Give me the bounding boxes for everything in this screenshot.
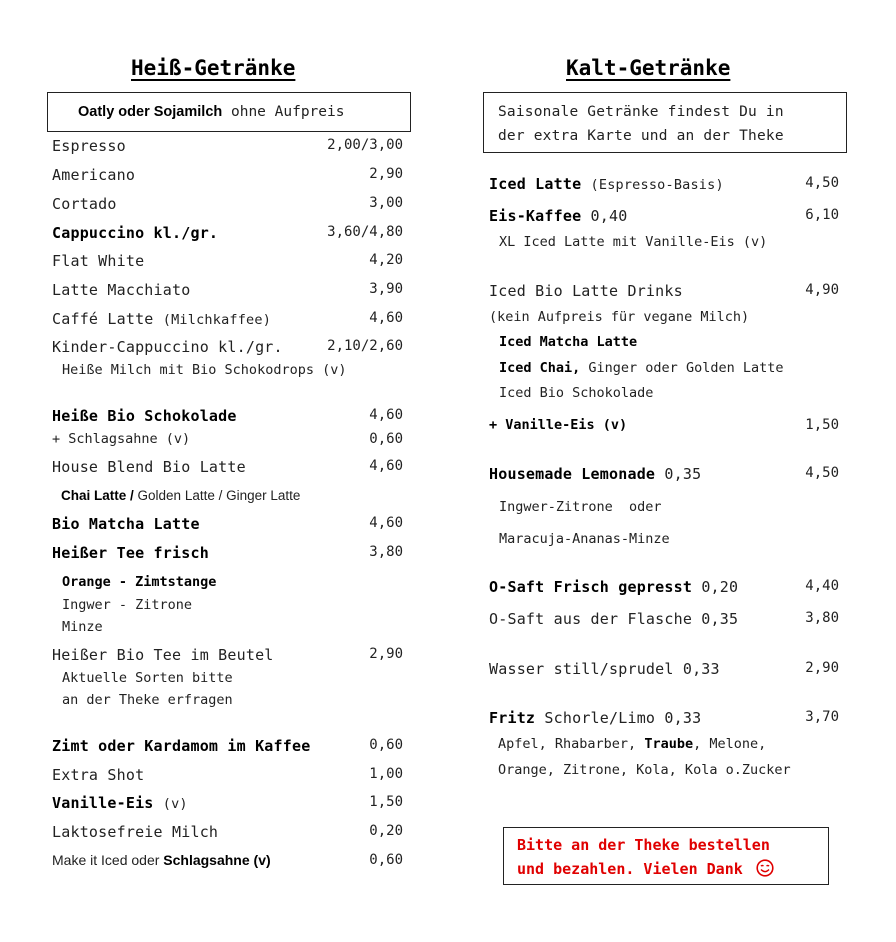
menu-item-name: Caffé Latte: [52, 310, 154, 328]
menu-item-price: 4,90: [805, 282, 839, 298]
menu-item-price: 3,70: [805, 709, 839, 725]
menu-item-name: Cappuccino kl./gr.: [52, 224, 219, 242]
menu-item-sub: Iced Bio Schokolade: [499, 385, 654, 401]
menu-item-price: 4,60: [369, 515, 403, 531]
order-notice-line: und bezahlen. Vielen Dank: [517, 860, 743, 878]
order-notice-box: [503, 827, 829, 885]
menu-item-price: 4,60: [369, 407, 403, 423]
menu-item-sub: Aktuelle Sorten bitte: [62, 670, 233, 686]
menu-item-price: 6,10: [805, 207, 839, 223]
menu-item-name: Flat White: [52, 252, 145, 270]
menu-item-price: 2,90: [805, 660, 839, 676]
menu-item-name: Heißer Tee frisch: [52, 544, 209, 562]
menu-item-price: 3,60/4,80: [327, 224, 403, 240]
menu-item-name: Zimt oder Kardamom im Kaffee: [52, 737, 311, 755]
menu-item-price: 2,90: [369, 646, 403, 662]
menu-item-name: House Blend Bio Latte: [52, 458, 246, 476]
milk-info-bold: Oatly oder Sojamilch: [78, 104, 223, 120]
menu-item-name: Laktosefreie Milch: [52, 823, 219, 841]
milk-info-rest: ohne Aufpreis: [222, 104, 345, 120]
menu-item-bold: Schlagsahne (v): [163, 852, 271, 868]
menu-item-name: Iced Latte: [489, 175, 582, 193]
menu-item-sub: Ingwer - Zitrone: [62, 597, 193, 613]
menu-item-sub: Orange - Zimtstange: [62, 574, 217, 590]
menu-item-price: 4,60: [369, 458, 403, 474]
menu-item-name: Fritz: [489, 709, 536, 727]
menu-item-price: 0,60: [369, 431, 403, 447]
menu-item-name: Iced Bio Latte Drinks: [489, 282, 683, 300]
menu-item-price: 4,50: [805, 465, 839, 481]
menu-item-sub: Minze: [62, 619, 103, 635]
menu-item-price: 2,00/3,00: [327, 137, 403, 153]
menu-item-sub-bold: Traube: [644, 736, 694, 752]
menu-item-name: Cortado: [52, 195, 117, 213]
menu-item-note: 0,35: [664, 465, 702, 483]
menu-item-note: 0,40: [590, 207, 628, 225]
menu-item-price: 4,40: [805, 578, 839, 594]
chai-options: [61, 488, 300, 503]
menu-item-price: 0,60: [369, 737, 403, 753]
menu-item-name: Eis-Kaffee: [489, 207, 582, 225]
menu-item-name: Kinder-Cappuccino kl./gr.: [52, 338, 283, 356]
chai-other-label: Golden Latte / Ginger Latte: [137, 488, 301, 503]
cold-drinks-title: Kalt-Getränke: [566, 56, 731, 80]
hot-drinks-title: Heiß-Getränke: [131, 56, 296, 80]
menu-item-name: Make it Iced oder: [52, 852, 164, 868]
menu-item-name: O-Saft aus der Flasche 0,35: [489, 610, 739, 628]
menu-item-sub: Orange, Zitrone, Kola, Kola o.Zucker: [498, 762, 791, 778]
menu-item-price: 4,20: [369, 252, 403, 268]
smiley-icon: [756, 859, 774, 881]
menu-item-note: (Milchkaffee): [162, 312, 272, 328]
seasonal-info-line: Saisonale Getränke findest Du in: [498, 104, 784, 120]
menu-item-sub-rest: , Melone,: [693, 736, 767, 752]
menu-item-name: + Vanille-Eis (v): [489, 417, 628, 433]
menu-item-price: 2,10/2,60: [327, 338, 403, 354]
menu-item-name: Heißer Bio Tee im Beutel: [52, 646, 274, 664]
menu-item-price: 4,50: [805, 175, 839, 191]
menu-item-price: 3,80: [369, 544, 403, 560]
menu-item-name: Bio Matcha Latte: [52, 515, 200, 533]
menu-item-sub-rest: Ginger oder Golden Latte: [580, 360, 784, 376]
chai-separator: /: [126, 488, 138, 503]
menu-item-price: 0,60: [369, 852, 403, 868]
menu-item-price: 1,00: [369, 766, 403, 782]
menu-item-sub: Ingwer-Zitrone oder: [499, 499, 662, 515]
menu-item-name: Heiße Bio Schokolade: [52, 407, 237, 425]
menu-item-price: 3,90: [369, 281, 403, 297]
menu-item-price: 0,20: [369, 823, 403, 839]
menu-item-price: 1,50: [369, 794, 403, 810]
menu-item-note: (Espresso-Basis): [590, 177, 724, 193]
menu-item-sub: (kein Aufpreis für vegane Milch): [489, 309, 750, 325]
milk-info-box: [47, 92, 411, 132]
menu-item-note: (v): [162, 796, 188, 812]
menu-item-sub: Heiße Milch mit Bio Schokodrops (v): [62, 362, 347, 378]
menu-item-name: O-Saft Frisch gepresst: [489, 578, 693, 596]
menu-item-price: 3,80: [805, 610, 839, 626]
menu-item-name: Housemade Lemonade: [489, 465, 656, 483]
seasonal-info-box: [483, 92, 847, 153]
menu-item-sub: XL Iced Latte mit Vanille-Eis (v): [499, 234, 768, 250]
seasonal-info-line: der extra Karte und an der Theke: [498, 128, 784, 144]
menu-item-name: Wasser still/sprudel 0,33: [489, 660, 720, 678]
menu-item-name: Americano: [52, 166, 136, 184]
menu-item-sub: Iced Chai,: [499, 360, 581, 376]
menu-item-note: 0,20: [701, 578, 739, 596]
menu-item-name: Espresso: [52, 137, 126, 155]
menu-item-sub: Iced Matcha Latte: [499, 334, 638, 350]
menu-item-price: 3,00: [369, 195, 403, 211]
menu-item-name: Extra Shot: [52, 766, 145, 784]
menu-item-sub: an der Theke erfragen: [62, 692, 233, 708]
menu-item-price: 1,50: [805, 417, 839, 433]
menu-item-sub: Maracuja-Ananas-Minze: [499, 531, 670, 547]
order-notice-line: Bitte an der Theke bestellen: [517, 836, 770, 854]
menu-item-name: + Schlagsahne (v): [52, 431, 191, 447]
menu-item-name: Latte Macchiato: [52, 281, 191, 299]
menu-item-price: 2,90: [369, 166, 403, 182]
menu-item-sub: Apfel, Rhabarber,: [498, 736, 645, 752]
menu-item-price: 4,60: [369, 310, 403, 326]
chai-latte-label: Chai Latte: [61, 488, 127, 503]
menu-item-name: Vanille-Eis: [52, 794, 154, 812]
menu-item-note: Schorle/Limo 0,33: [544, 709, 702, 727]
